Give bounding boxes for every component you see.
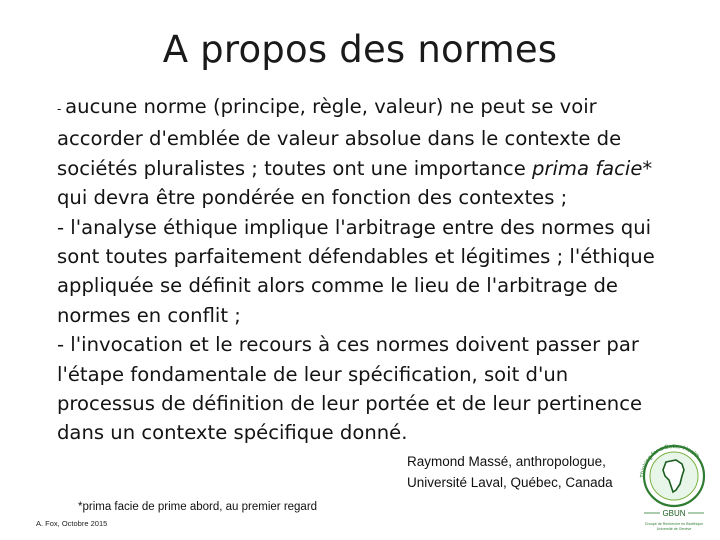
body-line: accorder d'emblée de valeur absolue dans le contexte de bbox=[57, 127, 622, 151]
body-line: l'étape fondamentale de leur spécification, soit d'un bbox=[57, 362, 569, 386]
body-line: - l'analyse éthique implique l'arbitrage entre des normes qui bbox=[57, 215, 652, 239]
logo-arc-text: Thinking for a Better Health bbox=[639, 443, 700, 479]
body-text-segment: sociétés pluralistes ; toutes ont une importance bbox=[57, 156, 532, 180]
body-line bbox=[57, 154, 657, 183]
body-line: - l'invocation et le recours à ces normes doivent passer par bbox=[57, 333, 639, 357]
slide-body bbox=[57, 92, 657, 448]
body-line: dans un contexte spécifique donné. bbox=[57, 421, 408, 445]
body-line: normes en conflit ; bbox=[57, 303, 241, 327]
slide-title: A propos des normes bbox=[162, 28, 558, 71]
logo-acronym: GBUN bbox=[662, 509, 686, 518]
gbun-logo bbox=[630, 432, 716, 536]
italic-term: prima facie* bbox=[531, 156, 653, 180]
dash: - bbox=[57, 102, 66, 116]
footnote: *prima facie de prime abord, au premier regard bbox=[78, 501, 318, 513]
body-line bbox=[57, 92, 657, 124]
body-text-segment: aucune norme (principe, règle, valeur) ne peut se voir bbox=[65, 95, 597, 118]
body-line: qui devra être pondérée en fonction des contextes ; bbox=[57, 186, 568, 210]
body-line: appliquée se définit alors comme le lieu de l'arbitrage de bbox=[57, 274, 618, 298]
author-credit: A. Fox, Octobre 2015 bbox=[36, 519, 108, 528]
logo-caption-1: Groupe de Recherche en Bioéthique bbox=[644, 522, 704, 526]
body-line: sont toutes parfaitement défendables et légitimes ; l'éthique bbox=[57, 245, 655, 269]
attribution-affiliation: Université Laval, Québec, Canada bbox=[407, 475, 613, 490]
logo-caption-2: Université de Genève bbox=[656, 527, 692, 531]
attribution bbox=[407, 451, 613, 493]
body-line: processus de définition de leur portée et de leur pertinence bbox=[57, 392, 643, 416]
attribution-name: Raymond Massé, anthropologue, bbox=[407, 454, 606, 469]
